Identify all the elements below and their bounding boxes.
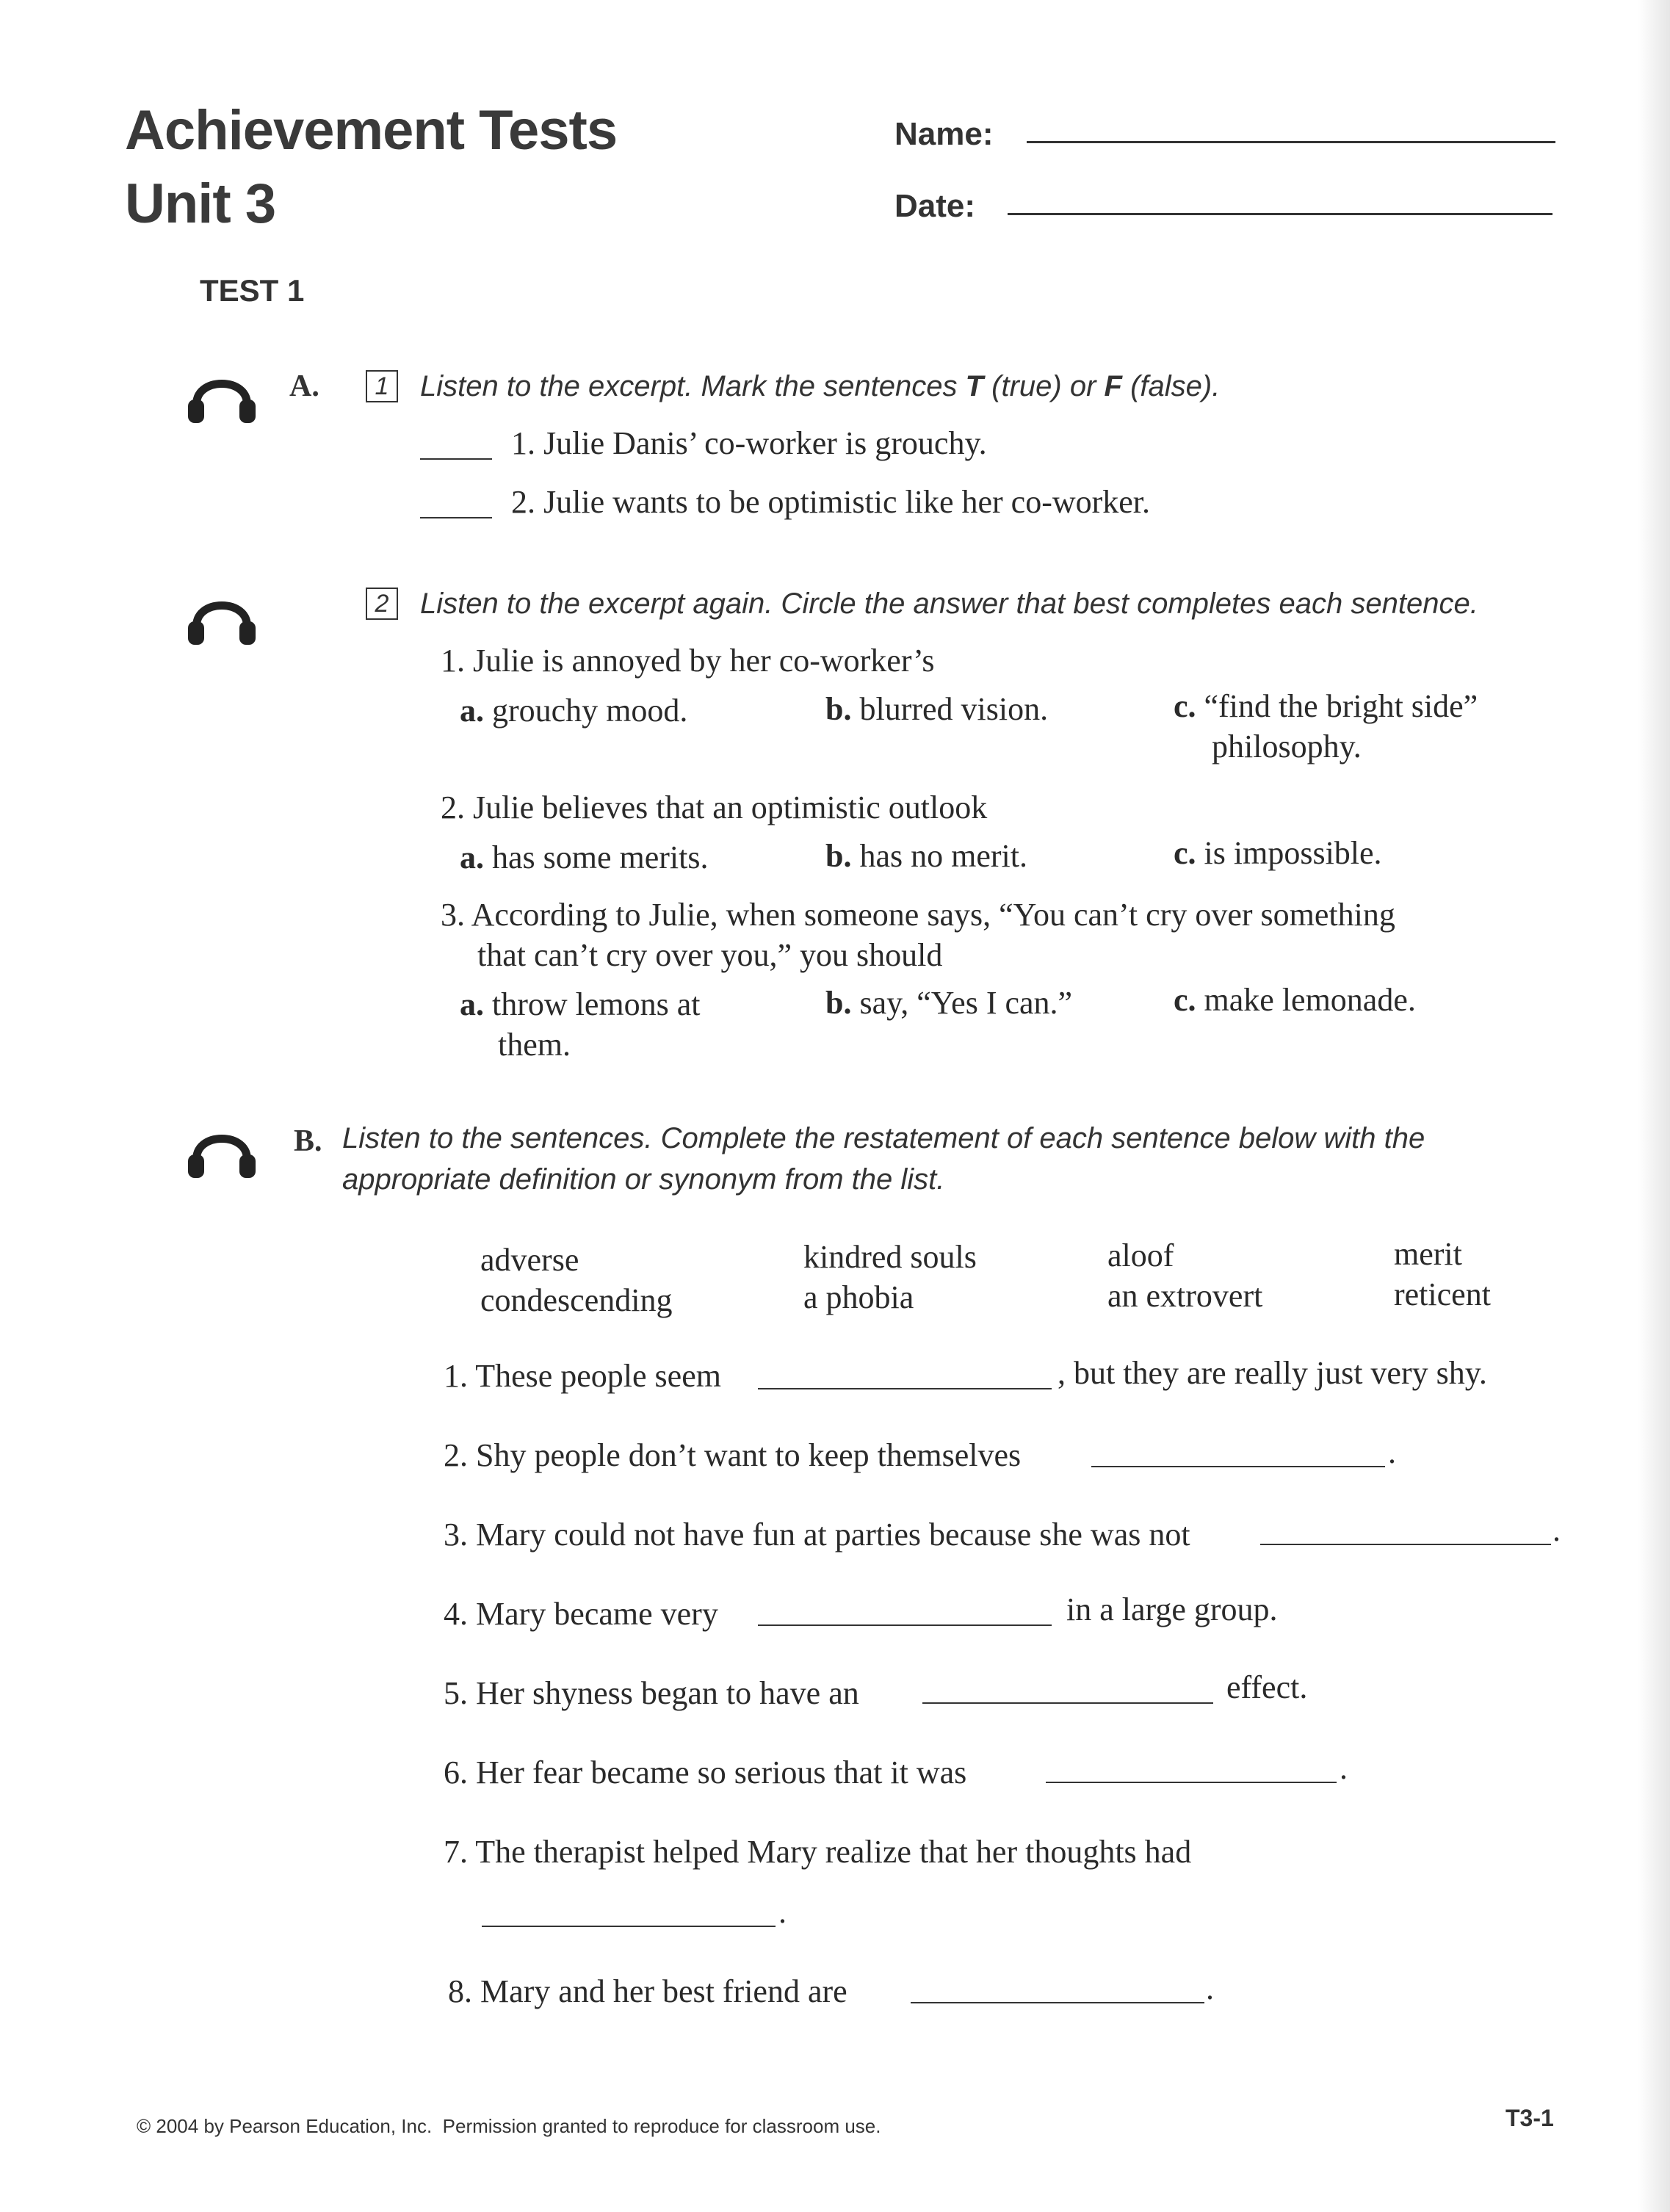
part1-instruction: Listen to the excerpt. Mark the sentences T (true) or F (false). [420, 370, 1221, 402]
fill-in-blank[interactable] [911, 2002, 1204, 2003]
fill-in-item-after: in a large group. [1066, 1591, 1278, 1627]
section-b-letter: B. [294, 1124, 322, 1158]
section-a-letter: A. [289, 369, 319, 403]
mc-question-stem: 1. Julie is annoyed by her co-worker’s [441, 643, 935, 679]
tf-answer-blank[interactable] [420, 458, 492, 460]
name-field[interactable] [1027, 141, 1555, 143]
fill-in-item: 5. Her shyness began to have an [444, 1675, 859, 1711]
fill-in-blank[interactable] [758, 1624, 1052, 1626]
mc-choice[interactable]: a. has some merits. [460, 839, 709, 875]
page-number: T3-1 [1505, 2105, 1554, 2131]
fill-in-item: 6. Her fear became so serious that it was [444, 1754, 967, 1790]
mc-question-stem: 2. Julie believes that an optimistic outlook [441, 789, 988, 825]
headphones-icon [187, 1115, 257, 1181]
fill-in-item-after: . [1206, 1970, 1214, 2006]
test-label: TEST 1 [200, 273, 305, 308]
word-bank-column: aloof an extrovert [1107, 1237, 1263, 1314]
headphones-icon [187, 582, 257, 648]
fill-in-item-after: . [1388, 1434, 1396, 1470]
fill-in-blank[interactable] [482, 1926, 776, 1927]
name-label: Name: [894, 116, 994, 152]
fill-in-blank[interactable] [1260, 1544, 1551, 1545]
fill-in-item-after: . [1552, 1512, 1561, 1548]
fill-in-item-after: , but they are really just very shy. [1058, 1355, 1487, 1391]
copyright-notice: © 2004 by Pearson Education, Inc. Permission granted to reproduce for classroom use. [137, 2115, 881, 2137]
page-title-line2: Unit 3 [125, 173, 276, 235]
fill-in-item: 7. The therapist helped Mary realize that her thoughts had [444, 1834, 1192, 1870]
tf-item: 2. Julie wants to be optimistic like her co-worker. [511, 484, 1151, 520]
fill-in-blank[interactable] [1091, 1466, 1385, 1467]
fill-in-blank[interactable] [758, 1388, 1052, 1389]
mc-choice[interactable]: c. make lemonade. [1174, 982, 1416, 1018]
scan-edge-shadow [1638, 0, 1670, 2212]
mc-choice[interactable]: b. say, “Yes I can.” [825, 985, 1073, 1021]
headphones-icon [187, 360, 257, 426]
fill-in-item-after: . [1340, 1750, 1348, 1786]
fill-in-blank[interactable] [1046, 1782, 1337, 1783]
tf-answer-blank[interactable] [420, 517, 492, 518]
word-bank-column: adverse condescending [480, 1242, 673, 1318]
word-bank-column: merit reticent [1394, 1236, 1491, 1312]
fill-in-item: 2. Shy people don’t want to keep themselves [444, 1437, 1022, 1473]
word-bank-column: kindred souls a phobia [803, 1239, 977, 1315]
mc-choice[interactable]: a. grouchy mood. [460, 693, 688, 729]
date-label: Date: [894, 188, 976, 224]
fill-in-item-after: . [778, 1894, 787, 1930]
part-number-box-2: 2 [366, 588, 398, 620]
fill-in-item: 3. Mary could not have fun at parties because she was not [444, 1517, 1190, 1553]
mc-choice[interactable]: c. is impossible. [1174, 835, 1382, 871]
fill-in-item: 8. Mary and her best friend are [448, 1973, 847, 2009]
fill-in-item: 4. Mary became very [444, 1596, 718, 1632]
tf-item: 1. Julie Danis’ co-worker is grouchy. [511, 425, 987, 461]
section-b-instruction: Listen to the sentences. Complete the restatement of each sentence below with the appropriate definition or synonym from the list. [342, 1122, 1425, 1196]
mc-question-stem: 3. According to Julie, when someone says, “You can’t cry over something that can’t cry over you,” you should [441, 897, 1395, 973]
fill-in-item: 1. These people seem [444, 1358, 721, 1394]
mc-choice[interactable]: a. throw lemons at them. [460, 986, 701, 1063]
part2-instruction: Listen to the excerpt again. Circle the answer that best completes each sentence. [420, 588, 1478, 620]
mc-choice[interactable]: c. “find the bright side” philosophy. [1174, 688, 1478, 765]
mc-choice[interactable]: b. has no merit. [825, 838, 1027, 874]
part-number-box-1: 1 [366, 370, 398, 402]
date-field[interactable] [1008, 213, 1552, 215]
page-title-line1: Achievement Tests [125, 99, 618, 162]
mc-choice[interactable]: b. blurred vision. [825, 691, 1049, 727]
fill-in-blank[interactable] [922, 1702, 1213, 1704]
fill-in-item-after: effect. [1226, 1669, 1308, 1705]
